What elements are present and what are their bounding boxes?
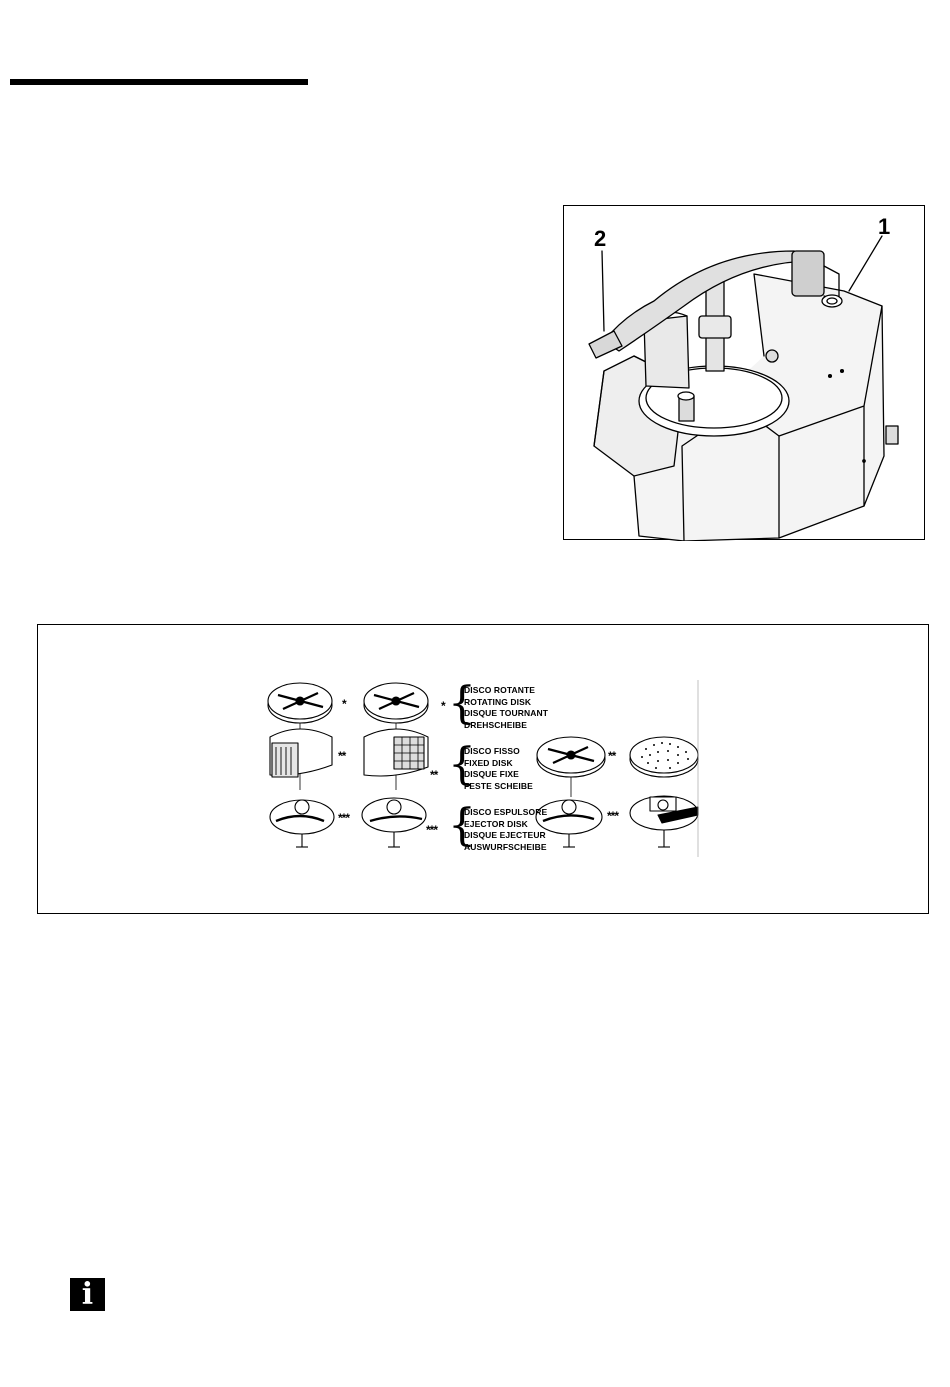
section-title-rule bbox=[10, 79, 308, 85]
legend-marker: *** bbox=[426, 823, 438, 837]
row-marker: * bbox=[342, 697, 346, 711]
legend-line: DISCO ESPULSORE bbox=[464, 807, 548, 817]
row-marker: ** bbox=[338, 749, 346, 763]
legend-line: DISQUE EJECTEUR bbox=[464, 830, 546, 840]
callout-2: 2 bbox=[594, 226, 607, 251]
fixed-disk-drawing bbox=[364, 729, 428, 776]
vegetable-cutter-illustration bbox=[564, 206, 926, 541]
ejector-disk-drawing bbox=[630, 796, 698, 847]
ejector-disk-drawing bbox=[270, 800, 334, 847]
legend-line: DISQUE TOURNANT bbox=[464, 708, 548, 718]
info-icon-glyph: i bbox=[81, 1277, 94, 1312]
legend-marker: ** bbox=[430, 768, 438, 782]
legend-brace: { bbox=[448, 678, 476, 729]
ejector-disk-drawing bbox=[362, 798, 426, 847]
legend-line: DISQUE FIXE bbox=[464, 769, 519, 779]
fixed-disk-drawing bbox=[270, 729, 332, 777]
legend-brace: { bbox=[448, 739, 476, 790]
row-marker: ** bbox=[608, 749, 616, 763]
legend-ejector-disk bbox=[464, 807, 547, 853]
machine-figure bbox=[563, 205, 925, 540]
legend-line: FESTE SCHEIBE bbox=[464, 780, 533, 791]
disk-figure bbox=[37, 624, 929, 914]
callout-1: 1 bbox=[878, 214, 891, 239]
legend-rotating-disk bbox=[464, 685, 548, 731]
row-marker: *** bbox=[338, 811, 350, 825]
legend-line: DISCO ROTANTE bbox=[464, 685, 536, 695]
legend-line: AUSWURFSCHEIBE bbox=[464, 841, 547, 852]
legend-line: ROTATING DISK bbox=[464, 696, 532, 707]
legend-line: EJECTOR DISK bbox=[464, 818, 528, 829]
legend-line: DISCO FISSO bbox=[464, 746, 520, 756]
rotating-disk-drawing bbox=[537, 737, 605, 797]
legend-fixed-disk bbox=[464, 746, 533, 792]
row-marker: *** bbox=[607, 809, 619, 823]
legend-brace: { bbox=[448, 800, 476, 851]
legend-marker: * bbox=[441, 699, 445, 713]
info-icon bbox=[70, 1278, 105, 1311]
grater-disk-drawing bbox=[630, 737, 698, 777]
legend-line: FIXED DISK bbox=[464, 757, 513, 768]
legend-line: DREHSCHEIBE bbox=[464, 719, 527, 730]
